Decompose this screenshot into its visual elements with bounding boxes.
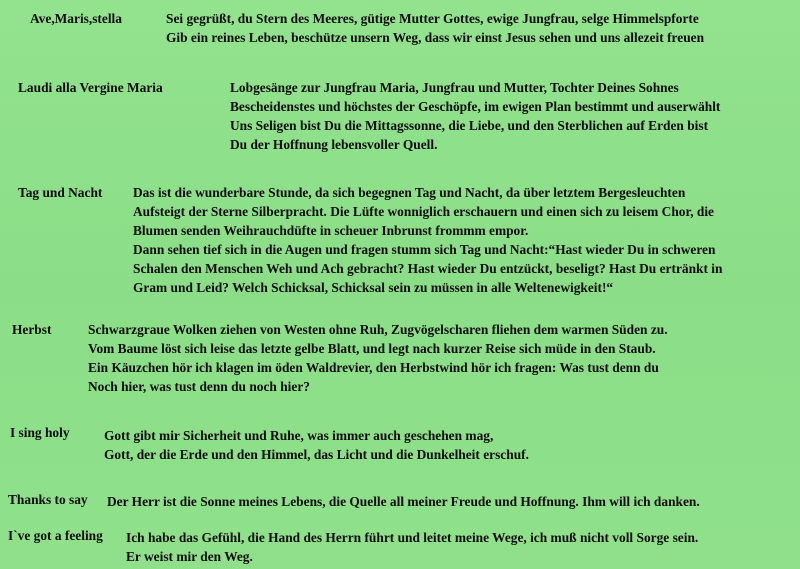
- text-line: Schalen den Menschen Weh und Ach gebracht? Hast wieder Du entzückt, beseligt? Hast Du ertränkt in: [133, 261, 723, 276]
- text-line: Bescheidenstes und höchstes der Geschöpfe, im ewigen Plan bestimmt und auserwählt: [230, 99, 721, 114]
- text-line: Sei gegrüßt, du Stern des Meeres, gütige Mutter Gottes, ewige Jungfrau, selge Himmelspforte: [166, 11, 699, 26]
- text-line: Uns Seligen bist Du die Mittagssonne, die Liebe, und den Sterblichen auf Erden bist: [230, 118, 709, 133]
- text-line: Gott gibt mir Sicherheit und Ruhe, was immer auch geschehen mag,: [104, 428, 494, 443]
- text-line: Blumen senden Weihrauchdüfte in scheuer Inbrunst frommm empor.: [133, 223, 529, 238]
- text-line: Ich habe das Gefühl, die Hand des Herrn führt und leitet meine Wege, ich muß nicht voll Sorge sein.: [126, 530, 699, 545]
- text-line: Der Herr ist die Sonne meines Lebens, die Quelle all meiner Freude und Hoffnung. Ihm will ich danken.: [107, 494, 700, 509]
- text-line: Gott, der die Erde und den Himmel, das Licht und die Dunkelheit erschuf.: [104, 447, 529, 462]
- text-line: Das ist die wunderbare Stunde, da sich begegnen Tag und Nacht, da über letztem Bergesleuchten: [133, 185, 686, 200]
- text-line: Schwarzgraue Wolken ziehen von Westen ohne Ruh, Zugvögelscharen fliehen dem warmen Süden zu.: [88, 322, 668, 337]
- text-line: Gib ein reines Leben, beschütze unsern Weg, dass wir einst Jesus sehen und uns allezeit freuen: [166, 30, 705, 45]
- text-line: Du der Hoffnung lebensvoller Quell.: [230, 137, 438, 152]
- text-line: Ein Käuzchen hör ich klagen im öden Waldrevier, den Herbstwind hör ich fragen: Was tust denn du: [88, 360, 659, 375]
- song-text: [104, 426, 529, 464]
- text-line: Er weist mir den Weg.: [126, 549, 253, 564]
- text-line: Noch hier, was tust denn du noch hier?: [88, 379, 310, 394]
- song-title: Thanks to say: [8, 492, 88, 507]
- text-line: Gram und Leid? Welch Schicksal, Schicksal sein zu müssen in alle Weltenewigkeit!“: [133, 280, 614, 295]
- song-title: I sing holy: [10, 425, 70, 440]
- song-text: [133, 183, 722, 297]
- song-title: Tag und Nacht: [18, 185, 103, 200]
- song-title: I`ve got a feeling: [8, 528, 103, 543]
- song-text: [230, 78, 720, 154]
- song-title: Herbst: [12, 322, 52, 337]
- song-text: [88, 320, 668, 396]
- song-text: [166, 9, 704, 47]
- text-line: Aufsteigt der Sterne Silberpracht. Die Lüfte wonniglich erschauern und einen sich zu leisem Chor, die: [133, 204, 714, 219]
- song-title: Ave,Maris,stella: [30, 11, 122, 26]
- text-line: Dann sehen tief sich in die Augen und fragen stumm sich Tag und Nacht:“Hast wieder Du in schweren: [133, 242, 716, 257]
- text-line: Lobgesänge zur Jungfrau Maria, Jungfrau und Mutter, Tochter Deines Sohnes: [230, 80, 679, 95]
- text-line: Vom Baume löst sich leise das letzte gelbe Blatt, und legt nach kurzer Reise sich müde in den Staub.: [88, 341, 656, 356]
- song-text: [126, 528, 698, 566]
- song-text: [107, 492, 700, 511]
- song-title: Laudi alla Vergine Maria: [18, 80, 163, 95]
